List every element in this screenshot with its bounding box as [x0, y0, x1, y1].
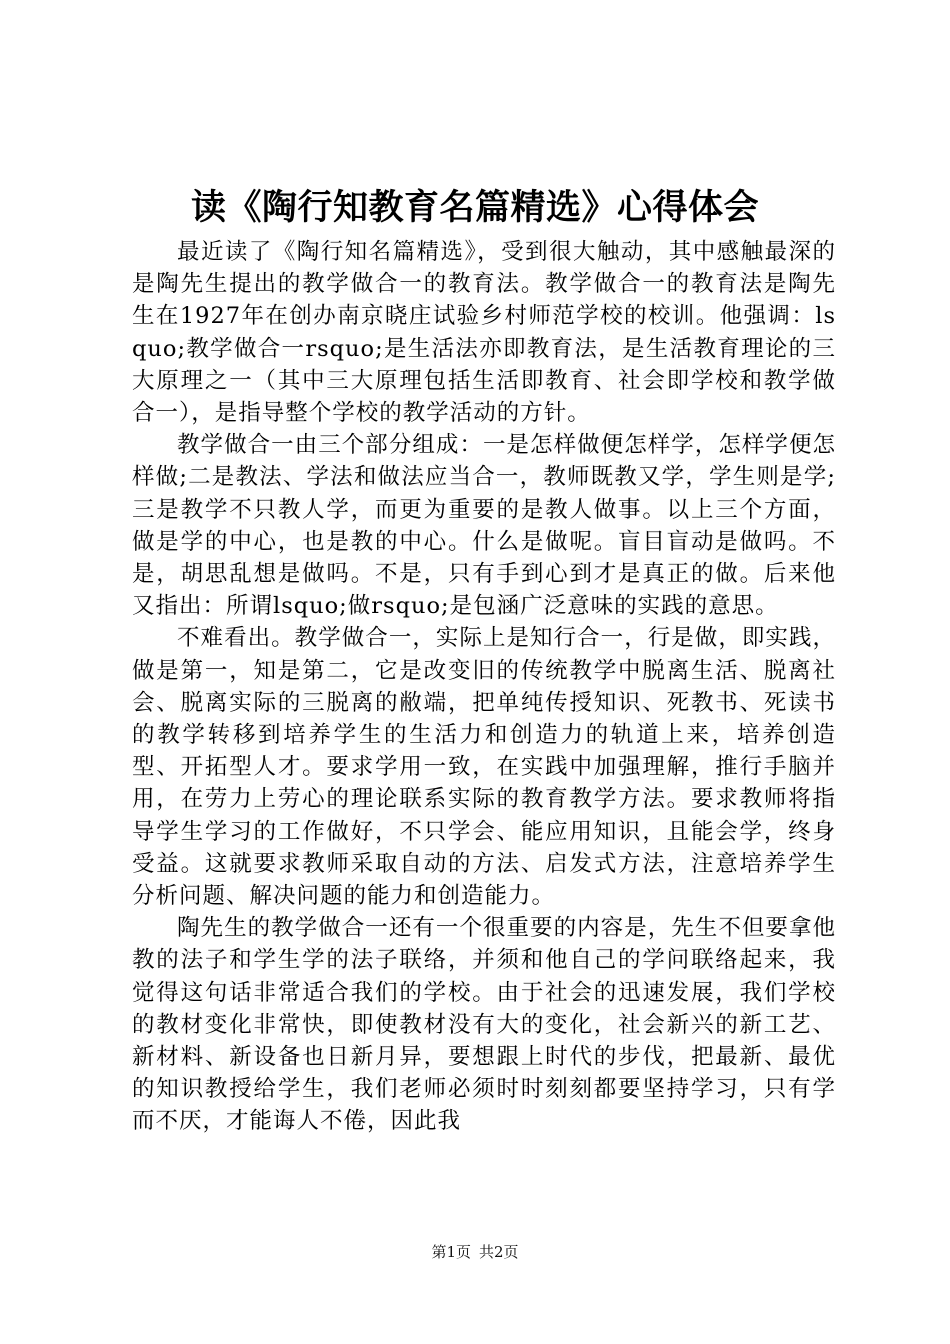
- paragraph: 不难看出。教学做合一，实际上是知行合一，行是做，即实践，做是第一，知是第二，它是改变旧的传统教学中脱离生活、脱离社会、脱离实际的三脱离的敝端，把单纯传授知识、死教书、死读书的教学转移到培养学生的生活力和创造力的轨道上来，培养创造型、开拓型人才。要求学用一致，在实践中加强理解，推行手脑并用，在劳力上劳心的理论联系实际的教育教学方法。要求教师将指导学生学习的工作做好，不只学会、能应用知识，且能会学，终身受益。这就要求教师采取自动的方法、启发式方法，注意培养学生分析问题、解决问题的能力和创造能力。: [132, 625, 836, 910]
- paragraph: 最近读了《陶行知名篇精选》，受到很大触动，其中感触最深的是陶先生提出的教学做合一的教育法。教学做合一的教育法是陶先生在1927年在创办南京晓庄试验乡村师范学校的校训。他强调：lsquo;教学做合一rsquo;是生活法亦即教育法，是生活教育理论的三大原理之一（其中三大原理包括生活即教育、社会即学校和教学做合一），是指导整个学校的教学活动的方针。: [132, 239, 836, 427]
- page-footer: [0, 1240, 950, 1264]
- document-body: [132, 236, 836, 1138]
- page-number: 第1页: [431, 1243, 471, 1261]
- paragraph: 陶先生的教学做合一还有一个很重要的内容是，先生不但要拿他教的法子和学生学的法子联络，并须和他自己的学问联络起来，我觉得这句话非常适合我们的学校。由于社会的迅速发展，我们学校的教材变化非常快，即使教材没有大的变化，社会新兴的新工艺、新材料、新设备也日新月异，要想跟上时代的步伐，把最新、最优的知识教授给学生，我们老师必须时时刻刻都要坚持学习，只有学而不厌，才能诲人不倦，因此我: [132, 915, 836, 1135]
- paragraph: 教学做合一由三个部分组成：一是怎样做便怎样学，怎样学便怎样做;二是教法、学法和做法应当合一，教师既教又学，学生则是学;三是教学不只教人学，而更为重要的是教人做事。以上三个方面，做是学的中心，也是教的中心。什么是做呢。盲目盲动是做吗。不是，胡思乱想是做吗。不是，只有手到心到才是真正的做。后来他又指出：所谓lsquo;做rsquo;是包涵广泛意味的实践的意思。: [132, 432, 836, 620]
- page-total: 共2页: [479, 1243, 519, 1261]
- document-title: 读《陶行知教育名篇精选》心得体会: [190, 187, 759, 228]
